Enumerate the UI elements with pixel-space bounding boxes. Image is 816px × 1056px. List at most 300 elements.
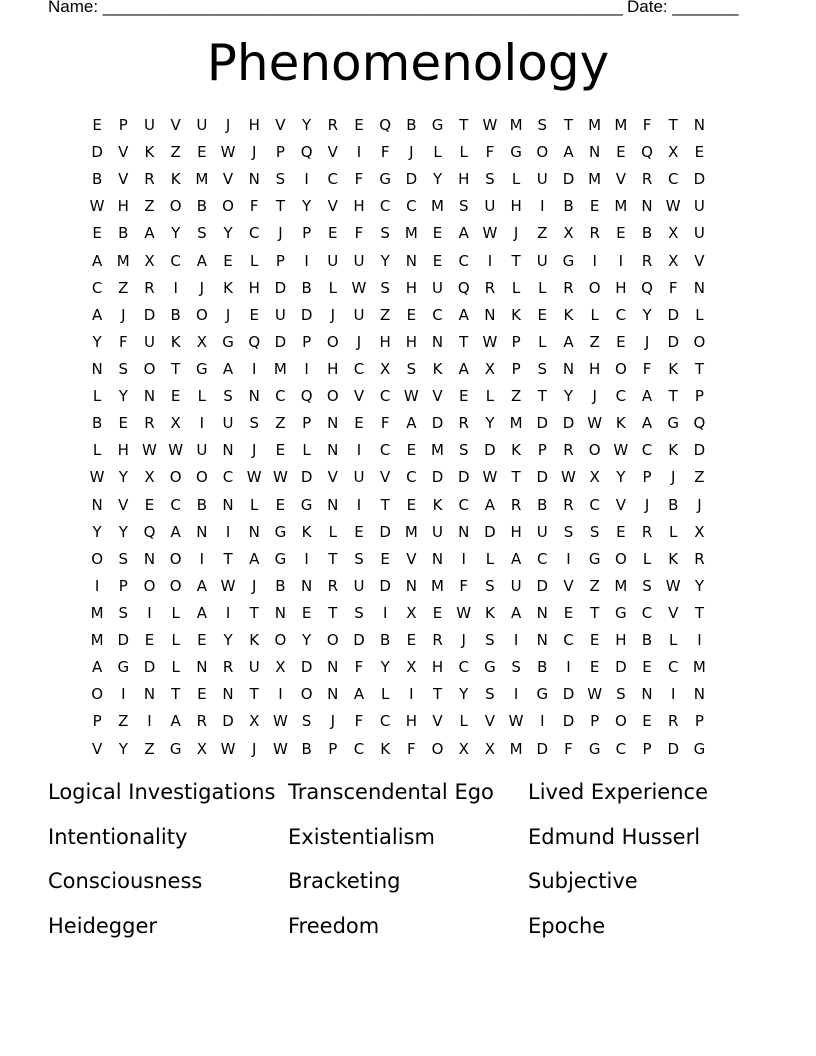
grid-letter: A <box>196 251 207 270</box>
grid-letter: L <box>538 278 547 297</box>
grid-letter: V <box>91 739 103 758</box>
grid-letter: J <box>644 495 650 514</box>
grid-letter: X <box>484 360 496 379</box>
grid-letter: H <box>353 197 365 216</box>
grid-row <box>84 736 734 763</box>
grid-letter: V <box>484 712 496 731</box>
grid-letter: I <box>671 685 676 704</box>
grid-letter: L <box>171 604 180 623</box>
grid-letter: W <box>587 685 603 704</box>
grid-letter: X <box>563 224 574 243</box>
grid-letter: S <box>563 522 574 541</box>
grid-letter: G <box>536 685 549 704</box>
grid-letter: C <box>353 739 365 758</box>
grid-row <box>84 573 734 600</box>
grid-letter: P <box>118 576 128 595</box>
grid-letter: R <box>510 495 522 514</box>
grid-letter: V <box>668 604 679 623</box>
grid-letter: D <box>562 170 575 189</box>
grid-letter: S <box>118 549 129 568</box>
grid-letter: Y <box>302 116 312 135</box>
grid-letter: S <box>458 197 469 216</box>
grid-letter: D <box>431 414 444 433</box>
grid-letter: S <box>642 576 652 595</box>
grid-letter: V <box>327 143 338 162</box>
grid-letter: I <box>513 685 519 704</box>
grid-letter: G <box>588 739 601 758</box>
grid-letter: Y <box>223 224 233 243</box>
grid-letter: P <box>694 387 704 406</box>
grid-letter: F <box>380 143 390 162</box>
grid-letter: N <box>431 549 444 568</box>
grid-letter: U <box>248 658 260 677</box>
grid-letter: H <box>248 278 260 297</box>
grid-letter: C <box>589 495 600 514</box>
grid-letter: M <box>509 414 523 433</box>
grid-letter: C <box>563 631 574 650</box>
grid-letter: G <box>117 658 130 677</box>
grid-letter: I <box>199 414 205 433</box>
grid-letter: M <box>404 522 418 541</box>
grid-letter: P <box>302 224 312 243</box>
grid-letter: W <box>168 441 184 460</box>
grid-letter: G <box>431 116 444 135</box>
grid-letter: F <box>249 197 259 216</box>
grid-letter: L <box>171 658 180 677</box>
grid-letter: N <box>693 685 706 704</box>
grid-letter: C <box>91 278 103 297</box>
grid-letter: G <box>222 332 234 351</box>
grid-letter: W <box>482 224 498 243</box>
grid-letter: S <box>354 604 364 623</box>
grid-letter: P <box>590 712 600 731</box>
word-list-item: Logical Investigations <box>48 780 276 804</box>
grid-letter: E <box>406 305 417 324</box>
grid-letter: L <box>590 305 599 324</box>
grid-letter: F <box>118 332 128 351</box>
grid-letter: N <box>431 332 444 351</box>
grid-letter: U <box>327 251 339 270</box>
grid-letter: N <box>196 658 208 677</box>
grid-letter: O <box>300 685 313 704</box>
grid-letter: S <box>511 658 521 677</box>
grid-letter: I <box>94 576 100 595</box>
grid-letter: T <box>511 251 521 270</box>
grid-letter: O <box>143 360 156 379</box>
grid-letter: C <box>615 739 627 758</box>
grid-letter: E <box>406 495 417 514</box>
grid-letter: P <box>642 468 652 487</box>
grid-letter: C <box>641 441 653 460</box>
grid-letter: W <box>220 576 236 595</box>
grid-letter: X <box>406 604 417 623</box>
grid-letter: P <box>302 332 312 351</box>
grid-letter: I <box>618 251 624 270</box>
grid-letter: L <box>92 387 102 406</box>
grid-letter: E <box>563 604 574 623</box>
grid-letter: E <box>144 631 155 650</box>
grid-letter: D <box>91 143 103 162</box>
grid-letter: Z <box>694 468 705 487</box>
grid-letter: K <box>511 441 522 460</box>
grid-letter: T <box>223 549 233 568</box>
grid-letter: Q <box>693 414 706 433</box>
grid-letter: I <box>513 631 519 650</box>
grid-letter: K <box>511 305 522 324</box>
grid-letter: B <box>406 116 417 135</box>
grid-letter: D <box>431 468 444 487</box>
grid-letter: N <box>248 170 260 189</box>
grid-letter: D <box>353 631 365 650</box>
grid-letter: S <box>380 278 390 297</box>
grid-letter: S <box>616 685 626 704</box>
grid-letter: T <box>432 685 443 704</box>
grid-letter: A <box>91 251 103 270</box>
grid-letter: W <box>456 604 472 623</box>
grid-letter: L <box>250 251 259 270</box>
grid-letter: D <box>536 576 549 595</box>
grid-letter: U <box>143 332 155 351</box>
grid-letter: Y <box>432 170 443 189</box>
grid-row <box>84 681 734 708</box>
grid-letter: F <box>459 576 469 595</box>
grid-letter: Q <box>300 143 313 162</box>
grid-letter: X <box>668 251 679 270</box>
grid-letter: A <box>641 387 653 406</box>
grid-letter: N <box>484 305 496 324</box>
grid-letter: K <box>668 360 679 379</box>
grid-letter: O <box>169 468 182 487</box>
grid-letter: A <box>144 224 155 243</box>
grid-letter: R <box>563 495 574 514</box>
grid-letter: N <box>143 685 156 704</box>
grid-row <box>84 546 734 573</box>
grid-letter: E <box>380 549 390 568</box>
grid-letter: X <box>144 251 155 270</box>
grid-row <box>84 139 734 166</box>
grid-letter: Z <box>275 414 286 433</box>
grid-letter: E <box>537 305 548 324</box>
grid-letter: E <box>694 143 705 162</box>
grid-row <box>84 627 734 654</box>
grid-letter: D <box>536 414 549 433</box>
grid-letter: E <box>616 143 626 162</box>
grid-letter: D <box>562 712 575 731</box>
grid-letter: O <box>693 332 706 351</box>
grid-letter: I <box>199 549 205 568</box>
grid-letter: C <box>641 604 653 623</box>
grid-letter: T <box>171 685 181 704</box>
grid-letter: B <box>537 658 548 677</box>
grid-letter: U <box>484 197 496 216</box>
grid-letter: I <box>540 712 545 731</box>
grid-letter: A <box>353 685 365 704</box>
grid-letter: G <box>169 739 182 758</box>
grid-row <box>84 193 734 220</box>
grid-letter: O <box>195 305 208 324</box>
grid-letter: S <box>537 360 548 379</box>
grid-letter: Y <box>485 414 495 433</box>
grid-letter: R <box>196 712 208 731</box>
grid-letter: C <box>327 170 339 189</box>
grid-letter: F <box>668 278 678 297</box>
grid-letter: O <box>169 576 182 595</box>
grid-letter: I <box>540 197 545 216</box>
grid-letter: S <box>485 170 495 189</box>
word-list-item: Epoche <box>528 913 606 938</box>
grid-letter: V <box>353 387 365 406</box>
grid-letter: H <box>615 278 627 297</box>
grid-letter: R <box>563 278 574 297</box>
grid-letter: A <box>91 658 103 677</box>
grid-letter: R <box>563 441 574 460</box>
grid-letter: N <box>536 631 548 650</box>
grid-letter: T <box>275 197 285 216</box>
grid-letter: W <box>351 278 367 297</box>
grid-letter: R <box>432 631 443 650</box>
name-line: Name: _______________________________________________________ <box>48 0 623 16</box>
grid-letter: I <box>121 685 126 704</box>
grid-letter: L <box>511 278 521 297</box>
grid-letter: T <box>328 549 338 568</box>
grid-letter: R <box>668 712 679 731</box>
grid-letter: I <box>697 631 702 650</box>
grid-letter: D <box>536 739 549 758</box>
grid-letter: B <box>563 197 574 216</box>
grid-letter: A <box>563 332 574 351</box>
grid-letter: S <box>354 549 364 568</box>
grid-letter: G <box>510 143 522 162</box>
grid-letter: O <box>588 441 601 460</box>
grid-letter: M <box>614 116 628 135</box>
grid-letter: D <box>379 522 391 541</box>
grid-letter: S <box>406 360 417 379</box>
grid-letter: I <box>173 278 178 297</box>
grid-letter: B <box>91 170 103 189</box>
grid-letter: N <box>562 360 575 379</box>
grid-letter: F <box>354 224 364 243</box>
grid-letter: C <box>379 197 391 216</box>
grid-letter: C <box>170 251 181 270</box>
grid-letter: Q <box>641 278 653 297</box>
grid-letter: T <box>459 116 469 135</box>
grid-letter: S <box>380 224 390 243</box>
grid-letter: J <box>356 332 362 351</box>
grid-letter: K <box>144 143 155 162</box>
grid-letter: E <box>589 631 600 650</box>
grid-letter: T <box>459 332 469 351</box>
grid-letter: O <box>326 631 339 650</box>
grid-letter: D <box>536 468 549 487</box>
grid-letter: E <box>432 224 443 243</box>
grid-letter: K <box>668 549 679 568</box>
grid-letter: E <box>589 658 600 677</box>
grid-letter: E <box>301 604 312 623</box>
grid-letter: Z <box>510 387 522 406</box>
grid-letter: W <box>665 197 681 216</box>
grid-letter: B <box>668 495 679 514</box>
grid-row <box>84 302 734 329</box>
grid-letter: F <box>354 712 364 731</box>
grid-letter: Z <box>118 712 129 731</box>
grid-letter: U <box>536 522 548 541</box>
grid-letter: W <box>613 441 629 460</box>
grid-letter: W <box>272 468 288 487</box>
grid-letter: T <box>563 116 574 135</box>
grid-letter: E <box>642 658 652 677</box>
grid-letter: U <box>536 251 548 270</box>
grid-letter: V <box>327 197 338 216</box>
grid-letter: D <box>562 685 575 704</box>
grid-letter: N <box>248 522 260 541</box>
grid-letter: D <box>143 305 156 324</box>
grid-letter: D <box>457 468 470 487</box>
word-list-item: Existentialism <box>288 824 435 849</box>
grid-letter: M <box>404 224 418 243</box>
grid-letter: Y <box>302 197 312 216</box>
grid-letter: I <box>566 549 571 568</box>
grid-letter: X <box>589 468 600 487</box>
grid-letter: C <box>170 495 181 514</box>
letter-grid <box>84 112 734 763</box>
grid-letter: N <box>143 549 156 568</box>
grid-letter: L <box>538 332 547 351</box>
page-title: Phenomenology <box>206 34 610 92</box>
grid-letter: B <box>196 495 207 514</box>
grid-letter: D <box>615 658 627 677</box>
grid-letter: X <box>275 658 286 677</box>
grid-letter: B <box>641 224 653 243</box>
grid-letter: O <box>169 549 182 568</box>
grid-letter: B <box>301 278 312 297</box>
grid-letter: L <box>642 549 652 568</box>
grid-row <box>84 356 734 383</box>
grid-letter: T <box>668 387 678 406</box>
grid-letter: K <box>170 170 181 189</box>
grid-letter: S <box>537 116 548 135</box>
grid-letter: Y <box>302 631 312 650</box>
grid-letter: D <box>667 305 679 324</box>
grid-letter: D <box>667 739 679 758</box>
grid-letter: K <box>301 522 312 541</box>
grid-letter: K <box>563 305 574 324</box>
grid-letter: H <box>248 116 260 135</box>
grid-letter: A <box>484 495 496 514</box>
grid-letter: V <box>615 495 626 514</box>
word-list-item: Consciousness <box>48 869 203 893</box>
grid-letter: A <box>196 604 207 623</box>
grid-letter: R <box>641 522 653 541</box>
grid-letter: D <box>300 468 313 487</box>
grid-letter: N <box>693 278 706 297</box>
grid-letter: B <box>641 631 653 650</box>
grid-letter: V <box>406 549 417 568</box>
grid-letter: B <box>91 414 103 433</box>
grid-letter: C <box>248 224 260 243</box>
grid-letter: B <box>380 631 391 650</box>
grid-letter: Z <box>170 143 181 162</box>
grid-letter: O <box>614 549 627 568</box>
grid-letter: T <box>590 604 600 623</box>
grid-letter: F <box>564 739 573 758</box>
grid-letter: J <box>330 305 335 324</box>
grid-letter: O <box>614 712 627 731</box>
grid-letter: D <box>274 278 287 297</box>
grid-letter: S <box>458 441 469 460</box>
grid-letter: V <box>380 468 391 487</box>
grid-letter: I <box>382 604 388 623</box>
grid-letter: I <box>304 251 309 270</box>
grid-letter: K <box>432 360 443 379</box>
grid-letter: U <box>222 414 234 433</box>
grid-letter: X <box>380 360 391 379</box>
grid-letter: I <box>147 712 152 731</box>
grid-letter: Y <box>380 658 390 677</box>
grid-letter: I <box>461 549 466 568</box>
grid-letter: W <box>508 712 524 731</box>
grid-letter: N <box>248 387 260 406</box>
grid-letter: E <box>406 441 417 460</box>
grid-letter: C <box>432 305 443 324</box>
grid-letter: S <box>485 631 495 650</box>
grid-letter: I <box>356 495 362 514</box>
grid-row <box>84 708 734 735</box>
grid-letter: I <box>304 360 309 379</box>
grid-letter: J <box>697 495 702 514</box>
grid-letter: L <box>485 387 495 406</box>
grid-letter: J <box>225 116 231 135</box>
grid-letter: W <box>482 332 498 351</box>
word-list-item: Freedom <box>288 913 380 938</box>
grid-letter: J <box>513 224 519 243</box>
grid-letter: Y <box>118 522 128 541</box>
word-list <box>48 778 788 941</box>
grid-row <box>84 383 734 410</box>
grid-letter: H <box>510 522 522 541</box>
grid-letter: J <box>252 739 257 758</box>
grid-letter: Y <box>616 468 626 487</box>
grid-letter: E <box>642 712 652 731</box>
grid-letter: S <box>301 712 312 731</box>
grid-letter: K <box>432 495 443 514</box>
grid-letter: C <box>458 495 469 514</box>
grid-letter: O <box>274 631 287 650</box>
grid-letter: S <box>485 576 495 595</box>
grid-letter: H <box>327 360 339 379</box>
grid-letter: N <box>641 197 653 216</box>
word-list-item: Heidegger <box>48 913 158 938</box>
grid-letter: I <box>304 170 309 189</box>
grid-letter: U <box>353 468 365 487</box>
grid-letter: G <box>379 170 391 189</box>
grid-letter: L <box>459 143 468 162</box>
grid-letter: D <box>405 170 418 189</box>
grid-letter: G <box>300 495 313 514</box>
grid-letter: H <box>510 197 522 216</box>
grid-letter: I <box>487 251 493 270</box>
grid-row <box>84 329 734 356</box>
grid-row <box>84 437 734 464</box>
grid-letter: D <box>693 441 706 460</box>
grid-letter: C <box>458 251 469 270</box>
grid-letter: D <box>667 332 679 351</box>
grid-letter: A <box>222 360 234 379</box>
grid-letter: U <box>196 441 208 460</box>
grid-row <box>84 410 734 437</box>
grid-letter: R <box>641 251 653 270</box>
grid-letter: X <box>694 522 705 541</box>
grid-letter: Q <box>143 522 156 541</box>
